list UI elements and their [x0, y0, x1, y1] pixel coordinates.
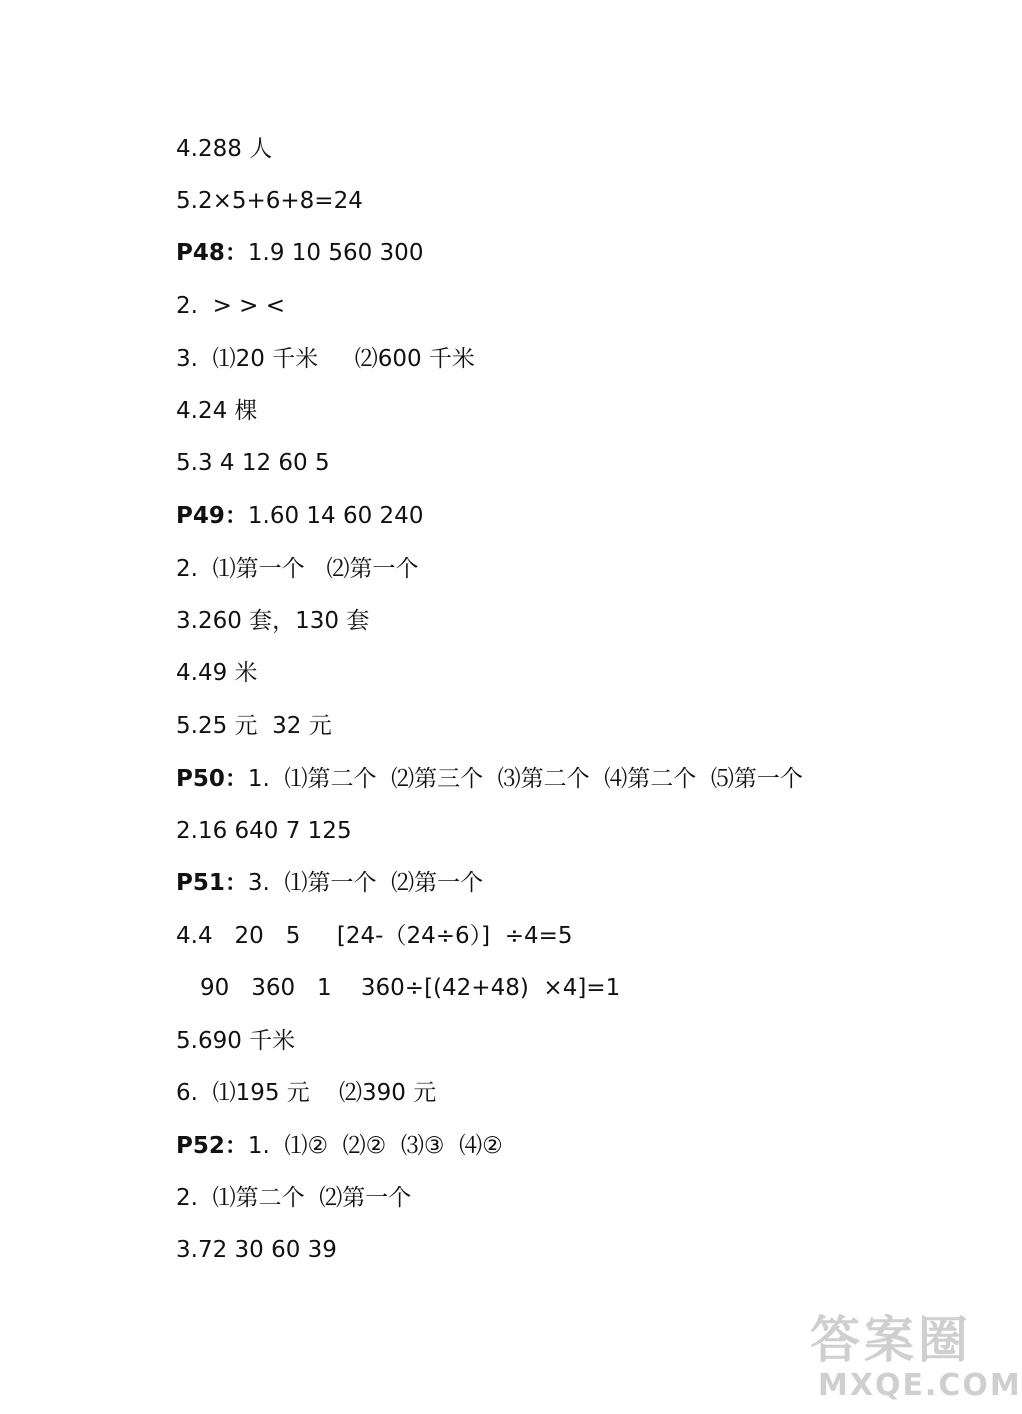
- page-ref: P48：: [176, 240, 248, 266]
- answer-text: 5.25 元 32 元: [176, 713, 332, 739]
- answer-text: 2. ⑴第一个 ⑵第一个: [176, 556, 419, 582]
- answer-line: [176, 183, 363, 219]
- answer-text: 4.288 人: [176, 136, 273, 162]
- answer-text: 4.4 20 5 [24-（24÷6）] ÷4=5: [176, 923, 573, 949]
- answer-text: 1.60 14 60 240: [247, 503, 424, 529]
- answer-text: 3.72 30 60 39: [176, 1237, 337, 1263]
- answer-line: [176, 813, 352, 849]
- answer-text: 1.9 10 560 300: [247, 240, 424, 266]
- answer-line: [176, 761, 803, 797]
- answer-text: 2. > > <: [176, 293, 286, 319]
- answer-line: [176, 235, 423, 271]
- answer-line: [176, 603, 369, 639]
- answer-line: [176, 445, 330, 481]
- page-ref: P50：: [176, 766, 248, 792]
- page-ref: P51：: [176, 870, 248, 896]
- watermark-logo: [800, 1300, 1022, 1410]
- answer-line: [176, 865, 483, 901]
- answer-text: 1. ⑴② ⑵② ⑶③ ⑷②: [247, 1133, 503, 1159]
- answer-line: [200, 970, 620, 1006]
- page-ref: P49：: [176, 503, 248, 529]
- answer-text: 1. ⑴第二个 ⑵第三个 ⑶第二个 ⑷第二个 ⑸第一个: [247, 766, 803, 792]
- answer-line: [176, 708, 332, 744]
- answer-text: 6. ⑴195 元 ⑵390 元: [176, 1080, 437, 1106]
- page-ref: P52：: [176, 1133, 248, 1159]
- answer-text: 5.2×5+6+8=24: [176, 188, 363, 214]
- answer-text: 90 360 1 360÷[(42+48) ×4]=1: [200, 975, 621, 1001]
- answer-line: [176, 1232, 337, 1268]
- answer-line: [176, 498, 423, 534]
- answer-text: 3. ⑴第一个 ⑵第一个: [247, 870, 484, 896]
- answer-text: 4.49 米: [176, 660, 258, 686]
- answer-line: [176, 1180, 411, 1216]
- answer-line: [176, 393, 258, 429]
- answer-line: [176, 918, 573, 954]
- answer-line: [176, 1128, 503, 1164]
- answer-text: 5.3 4 12 60 5: [176, 450, 330, 476]
- answer-line: [176, 131, 272, 167]
- watermark-url: MXQE.COM: [818, 1368, 1022, 1403]
- answer-line: [176, 1023, 295, 1059]
- answer-text: 5.690 千米: [176, 1028, 296, 1054]
- answer-line: [176, 1075, 436, 1111]
- answer-line: [176, 341, 475, 377]
- answer-text: 2.16 640 7 125: [176, 818, 352, 844]
- answer-line: [176, 551, 419, 587]
- answer-line: [176, 288, 285, 324]
- answer-line: [176, 655, 258, 691]
- answer-text: 3.260 套，130 套: [176, 608, 370, 634]
- answer-text: 4.24 棵: [176, 398, 258, 424]
- answer-text: 2. ⑴第二个 ⑵第一个: [176, 1185, 412, 1211]
- answer-text: 3. ⑴20 千米 ⑵600 千米: [176, 346, 475, 372]
- watermark-title: 答案圈: [810, 1311, 972, 1369]
